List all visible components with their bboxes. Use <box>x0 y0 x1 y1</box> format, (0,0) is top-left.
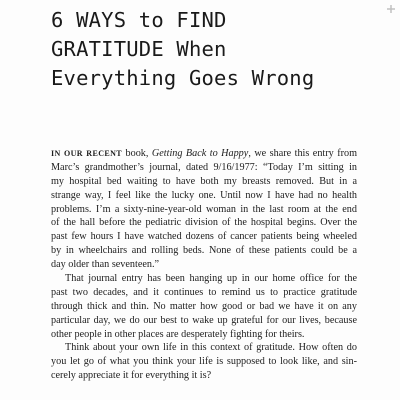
paragraph-1-line: by in wheelchairs and rolling beds. None of these patients could be a <box>51 245 357 257</box>
paragraph-1-line: day older than seventeen.” <box>51 259 160 271</box>
title-line-3: Everything Goes Wrong <box>51 66 315 90</box>
paragraph-3-line: you let go of what you think your life is supposed to look like, and sin- <box>51 356 357 368</box>
paragraph-2-line: particular day, we do our best to wake up grateful for our lives, because <box>51 314 357 326</box>
title-line-2: GRATITUDE When <box>51 37 227 61</box>
paragraph-1 <box>51 147 357 272</box>
plus-icon <box>386 4 396 14</box>
article-title <box>51 6 381 93</box>
paragraph-1-line: my hospital bed waiting to have both my breasts removed. But in a <box>51 175 357 187</box>
book-title: Getting Back to Happy <box>151 148 249 159</box>
text-fragment: , we share this entry from <box>248 148 358 159</box>
paragraph-2-line: past two decades, and it continues to remind us to practice gratitude <box>51 286 357 298</box>
paragraph-2-line: other people in other places are desperately fighting for theirs. <box>51 328 305 340</box>
paragraph-1-line: strange way, I feel like the lucky one. Until now I have had no health <box>51 189 357 201</box>
article-body <box>51 147 357 383</box>
paragraph-2 <box>51 272 357 341</box>
paragraph-2-line: That journal entry has been hanging up in our home office for the <box>65 273 357 285</box>
paragraph-1-line <box>51 147 357 161</box>
paragraph-1-line: problems. I’m a sixty-nine-year-old woman in the last room at the end <box>51 203 357 215</box>
paragraph-3 <box>51 341 357 383</box>
title-line-1: 6 WAYS to FIND <box>51 8 227 32</box>
text-fragment: book, <box>122 148 152 159</box>
paragraph-1-line: Marc’s grandmother’s journal, dated 9/16/1977: “Today I’m sitting in <box>51 161 357 173</box>
lead-in: IN OUR RECENT <box>51 149 123 158</box>
paragraph-2-line: through thick and thin. No matter how good or bad we have it on any <box>51 300 357 312</box>
paragraph-1-line: past few hours I have watched dozens of cancer patients being wheeled <box>51 231 357 243</box>
paragraph-1-line: of the hall before the pediatric division of the hospital begins. Over the <box>51 217 357 229</box>
paragraph-3-line: Think about your own life in this context of gratitude. How often do <box>65 342 357 354</box>
paragraph-3-line: cerely appreciate it for everything it is? <box>51 370 212 382</box>
